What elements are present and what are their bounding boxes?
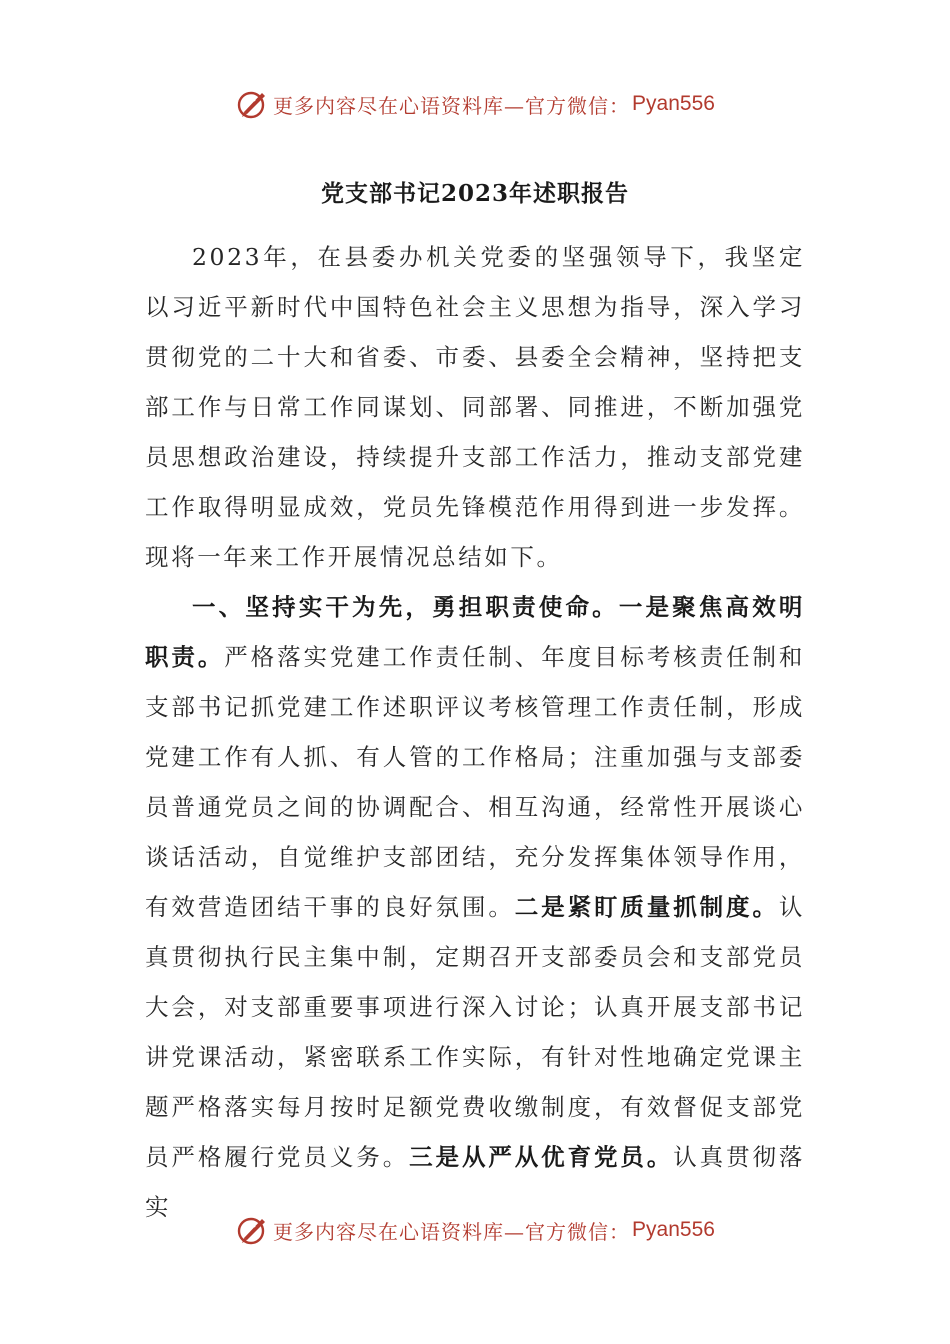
subpoint-heading: 三是从严从优育党员。 bbox=[409, 1143, 674, 1171]
watermark-header bbox=[0, 84, 950, 124]
paragraph-section-one bbox=[145, 582, 805, 1232]
pen-logo-icon bbox=[235, 87, 269, 121]
paragraph-text: 2023年，在县委办机关党委的坚强领导下，我坚定以习近平新时代中国特色社会主义思想为指导，深入学习贯彻党的二十大和省委、市委、县委全会精神，坚持把支部工作与日常工作同谋划、同部署、同推进，不断加强党员思想政治建设，持续提升支部工作活力，推动支部党建工作取得明显成效，党员先锋模范作用得到进一步发挥。现将一年来工作开展情况总结如下。 bbox=[145, 243, 805, 571]
paragraph-text: 严格落实党建工作责任制、年度目标考核责任制和支部书记抓党建工作述职评议考核管理工作责任制，形成党建工作有人抓、有人管的工作格局；注重加强与支部委员普通党员之间的协调配合、相互沟通，经常性开展谈心谈话活动，自觉维护支部团结，充分发挥集体领导作用，有效营造团结干事的良好氛围。 bbox=[145, 643, 805, 921]
watermark-text: 更多内容尽在心语资料库—官方微信： bbox=[273, 93, 631, 118]
paragraph-text: 认真贯彻执行民主集中制，定期召开支部委员会和支部党员大会，对支部重要事项进行深入讨论；认真开展支部书记讲党课活动，紧密联系工作实际，有针对性地确定党课主题严格落实每月按时足额党费收缴制度，有效督促支部党员严格履行党员义务。 bbox=[145, 893, 805, 1171]
watermark-footer bbox=[0, 1210, 950, 1250]
pen-logo-icon bbox=[235, 1213, 269, 1247]
document-body bbox=[145, 232, 805, 1232]
section-heading: 一、坚持实干为先，勇担职责使命。一是聚焦高效明职责。 bbox=[145, 593, 805, 671]
subpoint-heading: 二是紧盯质量抓制度。 bbox=[514, 893, 779, 921]
paragraph-text: 认真贯彻落实 bbox=[145, 1143, 805, 1221]
document-title: 党支部书记2023年述职报告 bbox=[320, 180, 629, 207]
watermark-account: Pyan556 bbox=[632, 1218, 715, 1241]
watermark-account: Pyan556 bbox=[632, 92, 715, 115]
watermark-text: 更多内容尽在心语资料库—官方微信： bbox=[273, 1219, 631, 1244]
paragraph-intro bbox=[145, 232, 805, 582]
